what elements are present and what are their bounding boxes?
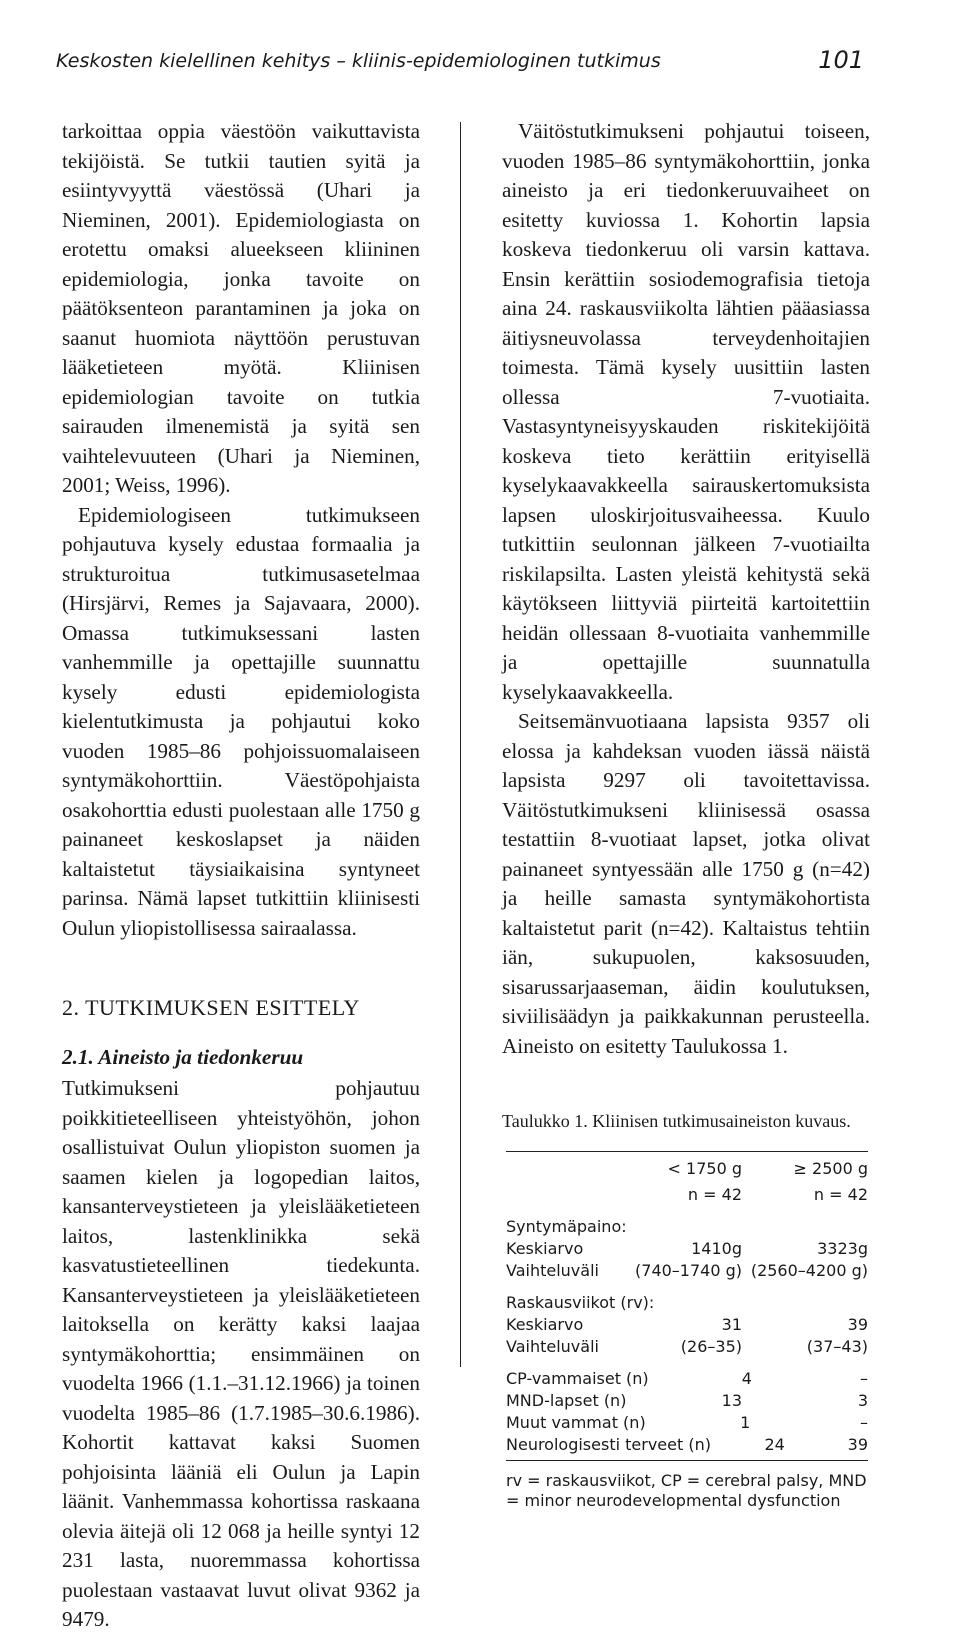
table-row [506, 1368, 868, 1390]
cell: (740–1740 g) [635, 1260, 742, 1280]
cell: (37–43) [806, 1336, 868, 1356]
running-header [56, 46, 864, 80]
cell: 39 [847, 1434, 868, 1454]
data-table [506, 1151, 868, 1511]
paragraph: Epidemiologiseen tutkimukseen pohjautuva kysely edustaa formaalia ja strukturoitua tutkimusasetelmaa (Hirsjärvi, Remes ja Sajavaara, 2000). Omassa tutkimuksessani lasten vanhemmille ja opettajille suunnattu kysely edusti epidemiologista kielentutkimusta ja pohjautui koko vuoden 1985–86 pohjoissuomalaiseen syntymäkohorttiin. Väestöpohjaista osakohorttia edusti puolestaan alle 1750 g painaneet keskoslapset ja näiden kaltaistetut täysiaikaisina syntyneet parinsa. Nämä lapset tutkittiin kliinisesti Oulun yliopistollisessa sairaalassa. [62, 502, 420, 940]
cell: 39 [847, 1314, 868, 1334]
right-column [502, 117, 870, 1511]
group-label: Syntymäpaino: [506, 1216, 627, 1236]
left-column [62, 117, 420, 1635]
cell: (26–35) [680, 1336, 742, 1356]
table-row [506, 1238, 868, 1260]
row-label: Vaihteluväli [506, 1260, 599, 1280]
paragraph: tarkoittaa oppia väestöön vaikuttavista tekijöistä. Se tutkii tautien syitä ja esiintyvyyttä väestössä (Uhari ja Nieminen, 2001). Epidemiologiasta on erotettu omaksi alueekseen kliininen epidemiologia, jonka tavoite on päätöksenteon parantaminen ja joka on saanut huomiota näyttöön perustuvan lääketieteen myötä. Kliinisen epidemiologian tavoite on tutkia sairauden ilmenemistä ja syitä sen vaihtelevuuteen (Uhari ja Nieminen, 2001; Weiss, 1996). [62, 119, 420, 497]
row-label: Keskiarvo [506, 1238, 584, 1258]
column-divider [460, 122, 461, 1367]
group-label: Raskausviikot (rv): [506, 1292, 655, 1312]
paragraph: Tutkimukseni pohjautuu poikkitieteelliseen yhteistyöhön, johon osallistuivat Oulun yliopiston suomen ja saamen kielen ja logopedian laitos, kansanterveystieteen ja yleislääketieteen laitos, lastenklinikka sekä kasvatustieteellinen tiedekunta. Kansanterveystieteen ja yleislääketieteen laitoksella on kerätty kaksi laajaa syntymäkohorttia; ensimmäinen on vuodelta 1966 (1.1.–31.12.1966) ja toinen vuodelta 1985–86 (1.7.1985–30.6.1986). Kohortit kattavat kaksi Suomen pohjoisinta lääniä eli Oulun ja Lapin läänit. Vanhemmassa kohortissa raskaana olevia äitejä oli 12 068 ja heille syntyi 12 231 lasta, nuoremmassa kohortissa puolestaan vastaavat luvut olivat 9362 ja 9479. [62, 1076, 420, 1631]
cell: – [860, 1412, 868, 1432]
cell: – [860, 1368, 868, 1388]
paragraph: Seitsemänvuotiaana lapsista 9357 oli elossa ja kahdeksan vuoden iässä näistä lapsista 9297 oli tavoitettavissa. Väitöstutkimukseni kliinisessä osassa testattiin 8-vuotiaat lapset, jotka olivat painaneet syntyessään alle 1750 g (n=42) ja heille samasta syntymäkohortista kaltaistetut parit (n=42). Kaltaistus tehtiin iän, sukupuolen, kaksosuuden, sisarussarjaaseman, äidin koulutuksen, siviilisäädyn ja paikkakunnan perusteella. Aineisto on esitetty Taulukossa 1. [502, 709, 870, 1058]
table-row [506, 1412, 868, 1434]
col-n-lowweight: n = 42 [687, 1184, 742, 1204]
cell: 4 [741, 1368, 752, 1388]
table-group-title [506, 1292, 868, 1314]
cell: 3323g [817, 1238, 868, 1258]
cell: 13 [721, 1390, 742, 1410]
table-group-title [506, 1216, 868, 1238]
section-title: 2. TUTKIMUKSEN ESITTELY [62, 995, 360, 1020]
row-label: CP-vammaiset (n) [506, 1368, 649, 1388]
row-label: MND-lapset (n) [506, 1390, 627, 1410]
page-number: 101 [818, 46, 864, 74]
table-bottom-rule [506, 1460, 868, 1461]
cell: 1 [740, 1412, 751, 1432]
table-row [506, 1314, 868, 1336]
row-label: Vaihteluväli [506, 1336, 599, 1356]
table-header-row [506, 1152, 868, 1184]
table-row [506, 1434, 868, 1456]
table-row [506, 1390, 868, 1412]
cell: (2560–4200 g) [750, 1260, 868, 1280]
col-n-normalweight: n = 42 [813, 1184, 868, 1204]
table-row [506, 1336, 868, 1358]
table-caption: Taulukko 1. Kliinisen tutkimusaineiston kuvaus. [502, 1111, 851, 1131]
col-header-lowweight: < 1750 g [667, 1158, 742, 1178]
row-label: Neurologisesti terveet (n) [506, 1434, 711, 1454]
paragraph: Väitöstutkimukseni pohjautui toiseen, vuoden 1985–86 syntymäkohorttiin, jonka aineisto ja eri tiedonkeruuvaiheet on esitetty kuviossa 1. Kohortin lapsia koskeva tiedonkeruu oli varsin kattava. Ensin kerättiin sosiodemografisia tietoja aina 24. raskausviikolta lähtien pääasiassa äitiysneuvolassa terveydenhoitajien toimesta. Tämä kysely uusittiin lasten ollessa 7-vuotiaita. Vastasyntyneisyyskauden riskitekijöitä koskeva tieto kerättiin erityisellä kyselykaavakkeella sairauskertomuksista lapsen uloskirjoitusvaiheessa. Kuulo tutkittiin seulonnan jälkeen 7-vuotiailta riskilapsilta. Lasten yleistä kehitystä sekä käytökseen liittyviä piirteitä kartoitettiin heidän ollessaan 8-vuotiaita vanhemmille ja opettajille suunnatulla kyselykaavakkeella. [502, 119, 870, 704]
row-label: Keskiarvo [506, 1314, 584, 1334]
table-n-row [506, 1184, 868, 1206]
running-title: Keskosten kielellinen kehitys – kliinis-epidemiologinen tutkimus [56, 50, 661, 72]
cell: 3 [857, 1390, 868, 1410]
cell: 1410g [691, 1238, 742, 1258]
table-footnote: rv = raskausviikot, CP = cerebral palsy, MND = minor neurodevelopmental dysfunction [506, 1470, 867, 1510]
col-header-normalweight: ≥ 2500 g [793, 1158, 868, 1178]
table-row [506, 1260, 868, 1282]
row-label: Muut vammat (n) [506, 1412, 646, 1432]
cell: 31 [721, 1314, 742, 1334]
cell: 24 [764, 1434, 785, 1454]
subsection-title: 2.1. Aineisto ja tiedonkeruu [62, 1044, 304, 1069]
